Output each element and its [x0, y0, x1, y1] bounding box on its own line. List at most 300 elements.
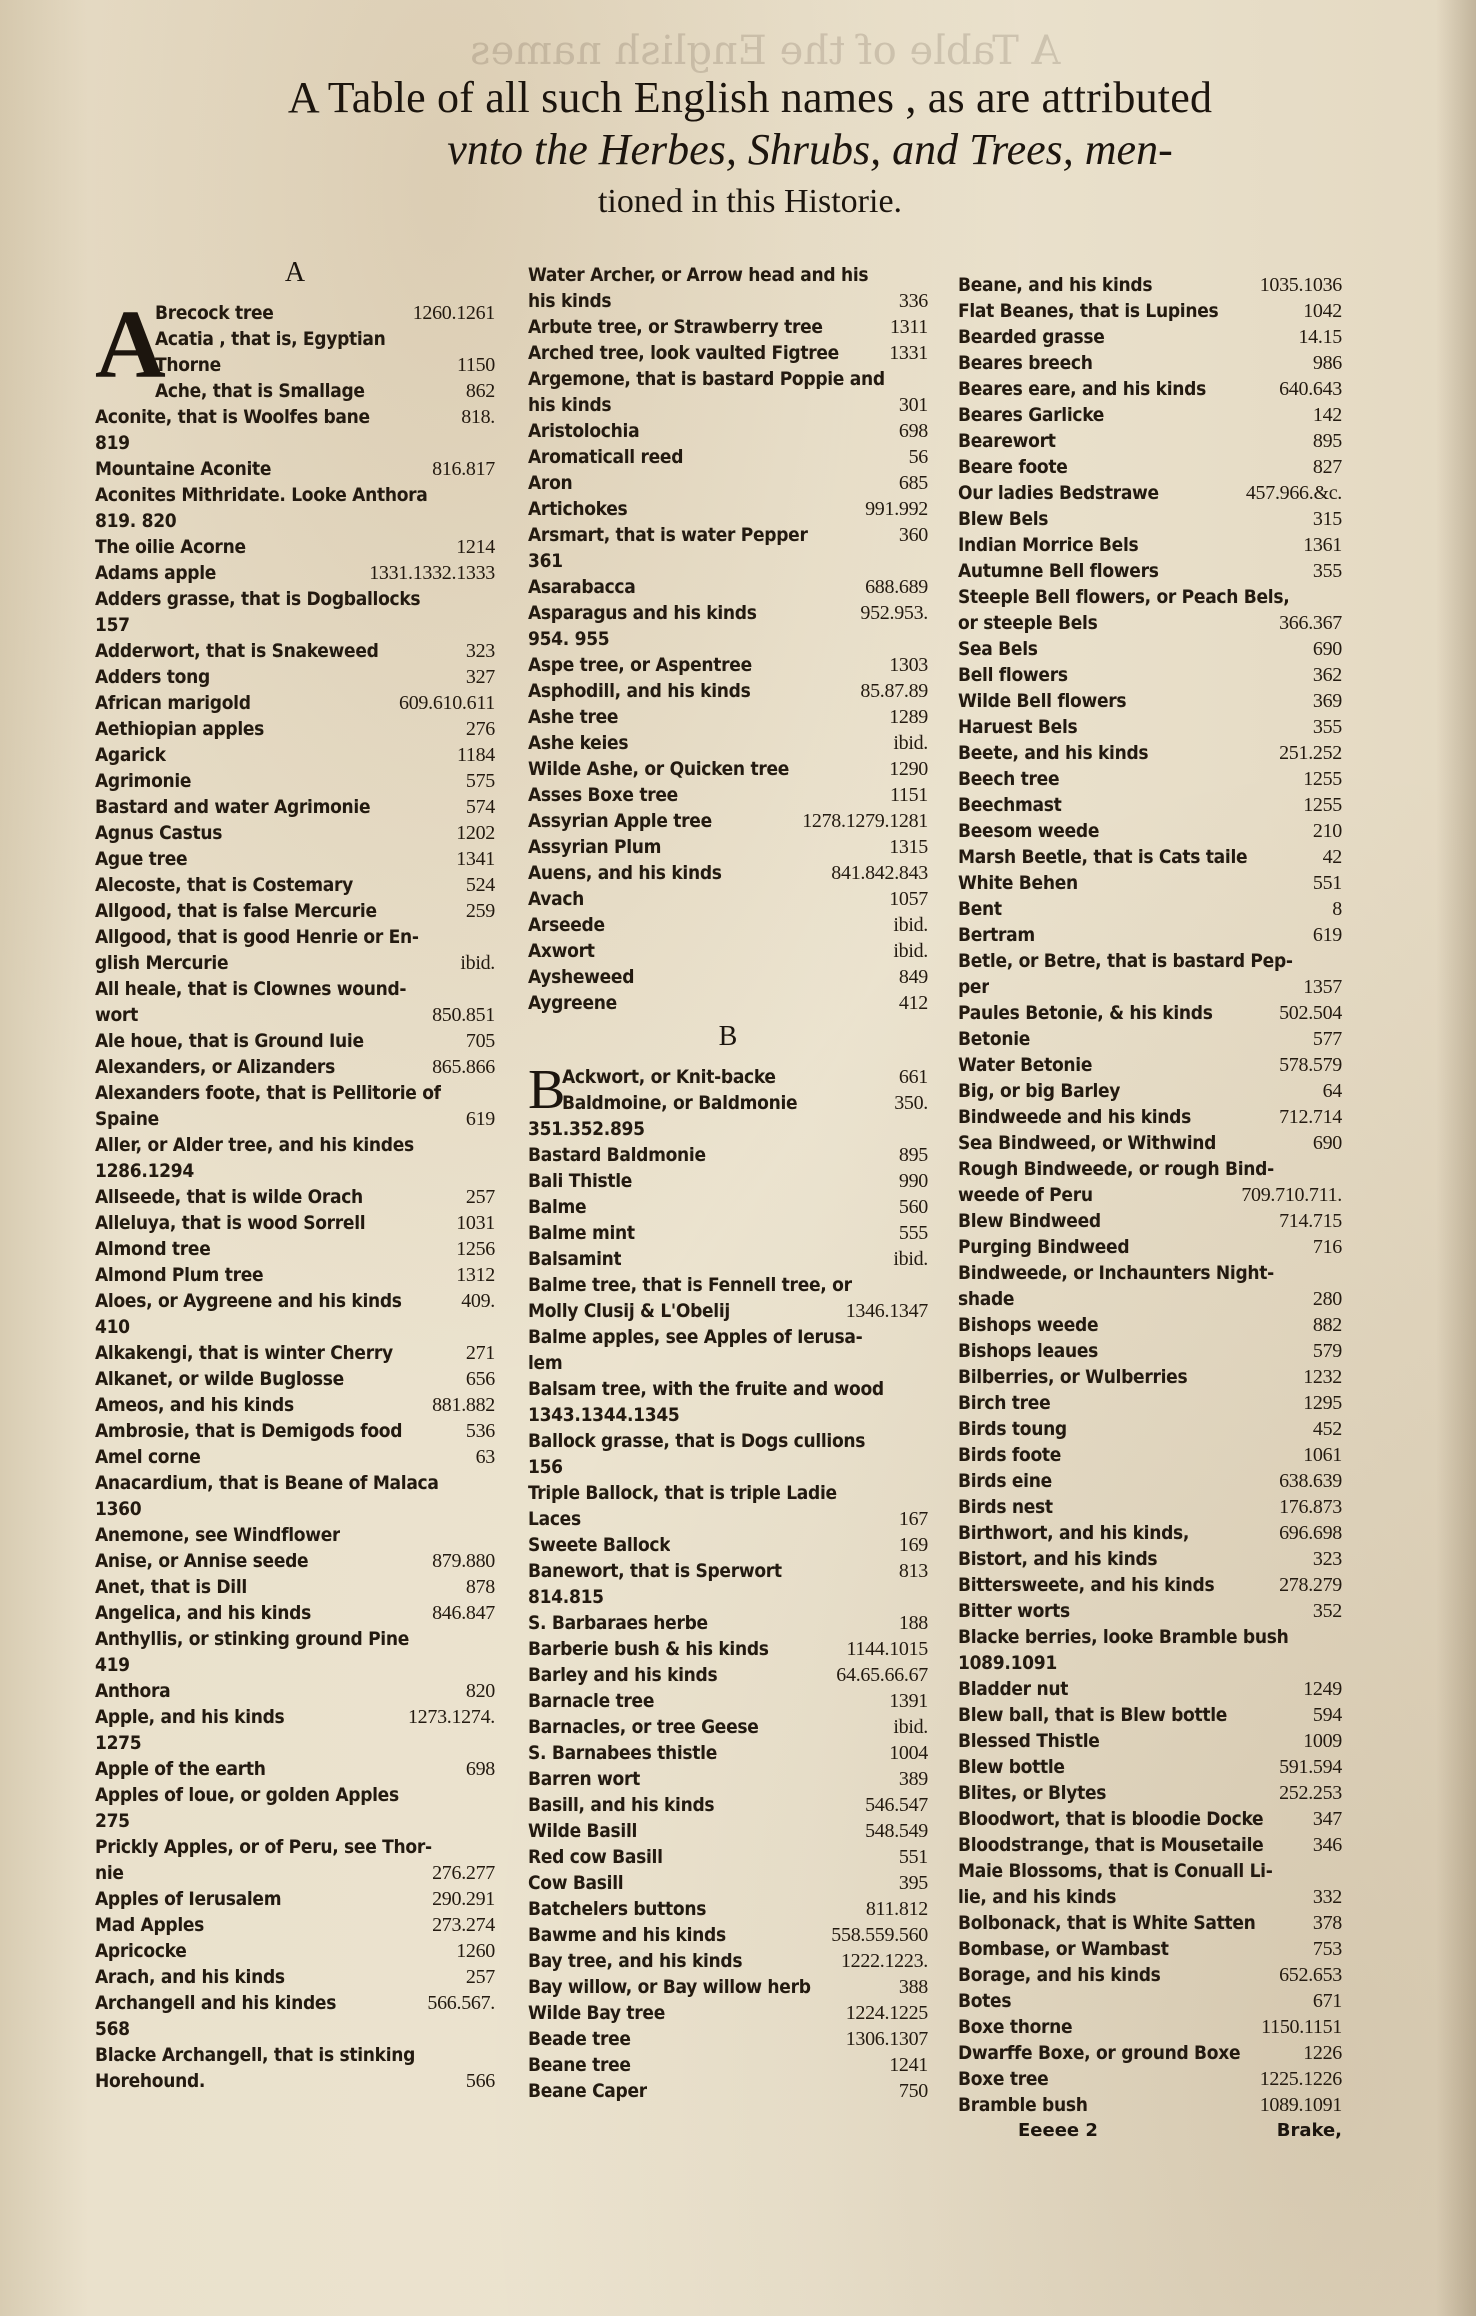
entry-name: Beade tree: [528, 2028, 631, 2050]
entry-pages: 1150: [456, 354, 495, 376]
entry-pages: 271: [465, 1342, 495, 1364]
index-entry: [528, 704, 928, 730]
index-entry: [958, 428, 1342, 454]
entry-pages: 1202: [456, 822, 495, 844]
entry-pages: 709.710.711.: [1241, 1184, 1342, 1206]
entry-name: Almond Plum tree: [95, 1264, 264, 1286]
entry-name: Dwarffe Boxe, or ground Boxe: [958, 2042, 1241, 2064]
entry-pages: 551: [898, 1846, 928, 1868]
entry-pages: 558.559.560: [831, 1924, 928, 1946]
entry-name: wort: [95, 1004, 138, 1026]
index-entry: [528, 652, 928, 678]
index-entry: [95, 2068, 495, 2094]
entry-pages: 366.367: [1279, 612, 1342, 634]
entry-name: Bittersweete, and his kinds: [958, 1574, 1215, 1596]
index-entry: [528, 1194, 928, 1220]
entry-pages: 1361: [1303, 534, 1342, 556]
entry-name: Assyrian Plum: [528, 836, 662, 858]
entry-pages: 1089.1091: [1259, 2094, 1342, 2116]
entry-pages: 412: [898, 992, 928, 1014]
entry-name: Paules Betonie, & his kinds: [958, 1002, 1213, 1024]
entry-name: Ameos, and his kinds: [95, 1394, 294, 1416]
entry-name: per: [958, 976, 990, 998]
index-entry: [528, 1168, 928, 1194]
entry-name: Asparagus and his kinds: [528, 602, 757, 624]
entry-name: Aygreene: [528, 992, 617, 1014]
index-entry: [95, 1548, 495, 1574]
entry-pages: 1061: [1303, 1444, 1342, 1466]
index-entry: [95, 846, 495, 872]
index-entry: [95, 1392, 495, 1418]
index-entry: [528, 1792, 928, 1818]
index-entry: [528, 938, 928, 964]
entry-name: Beech tree: [958, 768, 1060, 790]
index-entry: [958, 1962, 1342, 1988]
index-entry: [528, 522, 928, 548]
index-entry: [528, 1532, 928, 1558]
entry-pages: 1255: [1303, 794, 1342, 816]
index-entry: [958, 610, 1342, 636]
index-entry: [528, 444, 928, 470]
entry-name: Triple Ballock, that is triple Ladie: [528, 1482, 837, 1504]
entry-name: Bistort, and his kinds: [958, 1548, 1158, 1570]
catchword: Brake,: [1276, 2120, 1342, 2141]
entry-pages: 1255: [1303, 768, 1342, 790]
entries-col-2-top: [528, 262, 928, 1016]
entry-name: Anthyllis, or stinking ground Pine: [95, 1628, 410, 1650]
index-entry: [95, 1132, 495, 1158]
index-entry: [958, 1702, 1342, 1728]
index-entry: [95, 1080, 495, 1106]
entry-pages: 546.547: [865, 1794, 928, 1816]
index-entry: [528, 886, 928, 912]
index-entry: [95, 404, 495, 430]
entry-pages: 619: [465, 1108, 495, 1130]
entry-name: Arbute tree, or Strawberry tree: [528, 316, 823, 338]
entry-name: Aron: [528, 472, 573, 494]
entry-pages: 315: [1312, 508, 1342, 530]
entry-pages: 1315: [889, 836, 928, 858]
index-entry: [528, 1714, 928, 1740]
entry-name: Axwort: [528, 940, 595, 962]
index-entry: [958, 1676, 1342, 1702]
entry-name: 568: [95, 2018, 130, 2040]
index-entry: [95, 482, 495, 508]
index-entry: [95, 1262, 495, 1288]
entry-pages: 64: [1322, 1080, 1342, 1102]
index-entry: [958, 1260, 1342, 1286]
entry-pages: ibid.: [893, 940, 928, 962]
entry-name: Boxe tree: [958, 2068, 1049, 2090]
entry-name: Bay willow, or Bay willow herb: [528, 1976, 811, 1998]
index-column-3: [958, 272, 1342, 2144]
entry-name: 156: [528, 1456, 563, 1478]
entry-name: Spaine: [95, 1108, 159, 1130]
entry-pages: 548.549: [865, 1820, 928, 1842]
drop-cap-block-b: [528, 1059, 928, 1121]
index-entry: [95, 1756, 495, 1782]
index-entry: [528, 756, 928, 782]
index-entry: [958, 636, 1342, 662]
entry-pages: 1222.1223.: [840, 1950, 928, 1972]
entry-name: Aloes, or Aygreene and his kinds: [95, 1290, 402, 1312]
index-entry: [958, 1728, 1342, 1754]
entry-name: Alkakengi, that is winter Cherry: [95, 1342, 393, 1364]
entry-name: Aromaticall reed: [528, 446, 684, 468]
index-entry: [958, 376, 1342, 402]
entry-name: Ashe tree: [528, 706, 619, 728]
index-entry: [95, 898, 495, 924]
entry-name: White Behen: [958, 872, 1078, 894]
index-entry: [528, 808, 928, 834]
entry-name: Bawme and his kinds: [528, 1924, 726, 1946]
entry-name: Steeple Bell flowers, or Peach Bels,: [958, 586, 1290, 608]
index-entry: [958, 1182, 1342, 1208]
index-entry: [958, 298, 1342, 324]
entry-pages: 609.610.611: [399, 692, 495, 714]
entry-name: Bilberries, or Wulberries: [958, 1366, 1188, 1388]
index-entry: [958, 1546, 1342, 1572]
index-entry: [958, 662, 1342, 688]
index-entry: [95, 1522, 495, 1548]
entry-name: Bitter worts: [958, 1600, 1070, 1622]
index-entry: [528, 678, 928, 704]
index-entry: [958, 584, 1342, 610]
entry-name: Apricocke: [95, 1940, 187, 1962]
entry-pages: 347: [1312, 1808, 1342, 1830]
entry-name: Indian Morrice Bels: [958, 534, 1139, 556]
entry-pages: 1249: [1303, 1678, 1342, 1700]
index-entry: [528, 1948, 928, 1974]
drop-cap-b: B: [528, 1059, 566, 1121]
index-entry: [155, 326, 495, 352]
index-entry: [95, 924, 495, 950]
entry-name: Brecock tree: [155, 302, 274, 324]
index-entry: [528, 1766, 928, 1792]
entry-name: Bishops weede: [958, 1314, 1099, 1336]
entry-name: Ashe keies: [528, 732, 629, 754]
entry-pages: 716: [1312, 1236, 1342, 1258]
index-entry: [95, 1678, 495, 1704]
entry-name: Our ladies Bedstrawe: [958, 482, 1159, 504]
entry-pages: 252.253: [1279, 1782, 1342, 1804]
entries-col-2: [528, 1116, 928, 2104]
entry-name: Adders grasse, that is Dogballocks: [95, 588, 421, 610]
index-entry: [958, 1312, 1342, 1338]
index-entry: [95, 1912, 495, 1938]
entry-name: Adderwort, that is Snakeweed: [95, 640, 379, 662]
bleed-through-text: A Table of the English names: [470, 28, 1061, 74]
entry-name: Assyrian Apple tree: [528, 810, 712, 832]
entry-name: Asarabacca: [528, 576, 636, 598]
entry-pages: 259: [465, 900, 495, 922]
index-entry: [528, 1220, 928, 1246]
entry-pages: 685: [898, 472, 928, 494]
index-entry: [528, 2052, 928, 2078]
entry-pages: 1331: [889, 342, 928, 364]
entry-pages: 56: [908, 446, 928, 468]
entry-pages: 389: [898, 1768, 928, 1790]
entry-name: Haruest Bels: [958, 716, 1078, 738]
entry-pages: 753: [1312, 1938, 1342, 1960]
index-entry: [95, 1366, 495, 1392]
entry-name: Apples of loue, or golden Apples: [95, 1784, 399, 1806]
entry-name: Molly Clusij & L'Obelij: [528, 1300, 730, 1322]
entry-name: Blacke berries, looke Bramble bush: [958, 1626, 1289, 1648]
entry-name: Beares eare, and his kinds: [958, 378, 1206, 400]
index-entry: [958, 740, 1342, 766]
entry-name: Bindweede and his kinds: [958, 1106, 1191, 1128]
entry-name: Ballock grasse, that is Dogs cullions: [528, 1430, 866, 1452]
drop-entries-b: [528, 1059, 928, 1121]
entry-pages: 276.277: [432, 1862, 495, 1884]
index-entry: [95, 1340, 495, 1366]
entry-pages: 1341: [456, 848, 495, 870]
index-entry: [958, 896, 1342, 922]
entry-name: Beane tree: [528, 2054, 631, 2076]
entry-pages: ibid.: [893, 914, 928, 936]
entry-name: Beete, and his kinds: [958, 742, 1149, 764]
entry-pages: 813: [898, 1560, 928, 1582]
entry-pages: 301: [898, 394, 928, 416]
index-entry: [958, 1416, 1342, 1442]
entry-pages: 882: [1312, 1314, 1342, 1336]
index-entry: [95, 1288, 495, 1314]
entry-name: Big, or big Barley: [958, 1080, 1121, 1102]
entry-pages: 811.812: [865, 1898, 928, 1920]
entry-name: nie: [95, 1862, 124, 1884]
entry-name: Beesom weede: [958, 820, 1100, 842]
entry-pages: 290.291: [432, 1888, 495, 1910]
entry-name: Anemone, see Windflower: [95, 1524, 341, 1546]
entry-pages: 1031: [456, 1212, 495, 1234]
index-entry: [528, 1480, 928, 1506]
index-entry: [528, 1584, 928, 1610]
entry-name: Bastard Baldmonie: [528, 1144, 706, 1166]
entries-col-3: [958, 272, 1342, 2118]
index-entry: [562, 1064, 928, 1090]
entry-pages: 524: [465, 874, 495, 896]
index-entry: [958, 1078, 1342, 1104]
entry-name: Anthora: [95, 1680, 171, 1702]
index-entry: [95, 820, 495, 846]
entry-pages: 1295: [1303, 1392, 1342, 1414]
index-entry: [528, 1558, 928, 1584]
entry-pages: 1150.1151: [1261, 2016, 1342, 2038]
index-entry: [958, 792, 1342, 818]
index-entry: [95, 1470, 495, 1496]
index-entry: [95, 1886, 495, 1912]
entry-name: Angelica, and his kinds: [95, 1602, 311, 1624]
entry-name: Adams apple: [95, 562, 217, 584]
index-entry: [528, 1662, 928, 1688]
entry-name: Bearded grasse: [958, 326, 1105, 348]
entry-name: Bali Thistle: [528, 1170, 633, 1192]
entry-name: Barnacles, or tree Geese: [528, 1716, 759, 1738]
index-entry: [958, 1780, 1342, 1806]
entry-name: Birds toung: [958, 1418, 1067, 1440]
entry-pages: 369: [1312, 690, 1342, 712]
entry-name: Betonie: [958, 1028, 1031, 1050]
entry-name: Alecoste, that is Costemary: [95, 874, 353, 896]
entry-name: 1275: [95, 1732, 142, 1754]
index-entry: [958, 688, 1342, 714]
index-entry: [95, 1496, 495, 1522]
entry-name: Mountaine Aconite: [95, 458, 272, 480]
index-entry: [958, 272, 1342, 298]
entry-name: Birds nest: [958, 1496, 1053, 1518]
entry-pages: 210: [1312, 820, 1342, 842]
entry-name: Wilde Bell flowers: [958, 690, 1127, 712]
index-entry: [528, 1844, 928, 1870]
entry-name: Birch tree: [958, 1392, 1051, 1414]
entry-pages: 1042: [1303, 300, 1342, 322]
entry-name: Sea Bindweed, or Withwind: [958, 1132, 1217, 1154]
entry-pages: 862: [465, 380, 495, 402]
index-entry: [528, 470, 928, 496]
page-edge-shadow: [1436, 0, 1476, 2316]
entry-pages: 690: [1312, 1132, 1342, 1154]
entry-name: Asphodill, and his kinds: [528, 680, 751, 702]
entry-pages: 378: [1312, 1912, 1342, 1934]
entry-name: Alleluya, that is wood Sorrell: [95, 1212, 366, 1234]
entry-name: Sweete Ballock: [528, 1534, 671, 1556]
entry-name: Blacke Archangell, that is stinking: [95, 2044, 416, 2066]
entry-pages: 1273.1274.: [407, 1706, 495, 1728]
index-entry: [958, 844, 1342, 870]
entry-pages: 591.594: [1279, 1756, 1342, 1778]
index-entry: [95, 690, 495, 716]
index-entry: [528, 574, 928, 600]
entry-name: Bent: [958, 898, 1002, 920]
index-entry: [95, 1600, 495, 1626]
index-entry: [528, 1818, 928, 1844]
entry-pages: 327: [465, 666, 495, 688]
index-entry: [95, 612, 495, 638]
title-line-3: tioned in this Historie.: [597, 183, 903, 220]
index-entry: [958, 1156, 1342, 1182]
index-entry: [958, 2066, 1342, 2092]
entry-pages: 1357: [1303, 976, 1342, 998]
index-entry: [528, 2026, 928, 2052]
entry-name: Bindweede, or Inchaunters Night-: [958, 1262, 1274, 1284]
entry-pages: 661: [898, 1066, 928, 1088]
index-entry: [95, 1938, 495, 1964]
entry-name: Apples of Ierusalem: [95, 1888, 282, 1910]
index-entry: [958, 2040, 1342, 2066]
entry-pages: 594: [1312, 1704, 1342, 1726]
entry-name: Balsam tree, with the fruite and wood: [528, 1378, 884, 1400]
entry-pages: 42: [1322, 846, 1342, 868]
entry-pages: 705: [465, 1030, 495, 1052]
index-entry: [528, 1272, 928, 1298]
entry-name: Allgood, that is false Mercurie: [95, 900, 377, 922]
index-entry: [95, 768, 495, 794]
index-entry: [95, 716, 495, 742]
entry-pages: 1256: [456, 1238, 495, 1260]
entry-pages: ibid.: [460, 952, 495, 974]
entry-pages: 452: [1312, 1418, 1342, 1440]
index-entry: [95, 560, 495, 586]
entry-name: Red cow Basill: [528, 1846, 663, 1868]
entry-pages: 1035.1036: [1259, 274, 1342, 296]
section-letter-a: A: [284, 257, 306, 288]
index-entry: [958, 714, 1342, 740]
index-entry: [528, 418, 928, 444]
title-line-2: vnto the Herbes, Shrubs, and Trees, men-: [447, 125, 1173, 174]
index-entry: [958, 1988, 1342, 2014]
entry-name: African marigold: [95, 692, 251, 714]
index-entry: [95, 1444, 495, 1470]
index-entry: [528, 860, 928, 886]
index-entry: [958, 1832, 1342, 1858]
entry-name: Ague tree: [95, 848, 188, 870]
index-entry: [95, 1210, 495, 1236]
entry-name: Balme tree, that is Fennell tree, or: [528, 1274, 852, 1296]
index-entry: [958, 532, 1342, 558]
index-entry: [95, 1158, 495, 1184]
entry-pages: 577: [1312, 1028, 1342, 1050]
entry-pages: 1144.1015: [846, 1638, 928, 1660]
index-entry: [562, 1090, 928, 1116]
entry-pages: 750: [898, 2080, 928, 2102]
index-entry: [95, 1054, 495, 1080]
entry-pages: 8: [1332, 898, 1342, 920]
index-entry: [528, 834, 928, 860]
entry-name: Thorne: [155, 354, 221, 376]
entry-name: Ache, that is Smallage: [155, 380, 365, 402]
index-entry: [528, 1870, 928, 1896]
entry-pages: ibid.: [893, 732, 928, 754]
index-entry: [958, 974, 1342, 1000]
entry-pages: ibid.: [893, 1716, 928, 1738]
index-entry: [958, 1468, 1342, 1494]
entry-pages: 820: [465, 1680, 495, 1702]
entry-name: Apple, and his kinds: [95, 1706, 285, 1728]
entry-pages: 1009: [1303, 1730, 1342, 1752]
entry-name: lem: [528, 1352, 563, 1374]
entry-name: Argemone, that is bastard Poppie and: [528, 368, 885, 390]
index-entry: [528, 1636, 928, 1662]
entry-name: 819: [95, 432, 130, 454]
entry-pages: 575: [465, 770, 495, 792]
entry-name: Bolbonack, that is White Satten: [958, 1912, 1256, 1934]
entry-name: Beares breech: [958, 352, 1093, 374]
index-entry: [95, 1652, 495, 1678]
entry-name: his kinds: [528, 394, 612, 416]
entry-pages: 895: [898, 1144, 928, 1166]
entry-name: Bearewort: [958, 430, 1056, 452]
entry-name: Bertram: [958, 924, 1035, 946]
index-entry: [95, 1002, 495, 1028]
entry-name: Balsamint: [528, 1248, 622, 1270]
entry-pages: 714.715: [1279, 1210, 1342, 1232]
drop-cap-block-a: [95, 291, 495, 404]
index-entry: [958, 1754, 1342, 1780]
index-entry: [528, 496, 928, 522]
entry-pages: 1232: [1303, 1366, 1342, 1388]
entry-pages: 1306.1307: [845, 2028, 928, 2050]
entry-pages: 350.: [894, 1092, 928, 1114]
entry-name: Marsh Beetle, that is Cats taile: [958, 846, 1248, 868]
entry-name: Aller, or Alder tree, and his kindes: [95, 1134, 414, 1156]
index-entry: [95, 976, 495, 1002]
entry-pages: 257: [465, 1966, 495, 1988]
entry-pages: 555: [898, 1222, 928, 1244]
index-entry: [958, 1442, 1342, 1468]
entry-pages: 560: [898, 1196, 928, 1218]
entry-name: Baldmoine, or Baldmonie: [562, 1092, 798, 1114]
